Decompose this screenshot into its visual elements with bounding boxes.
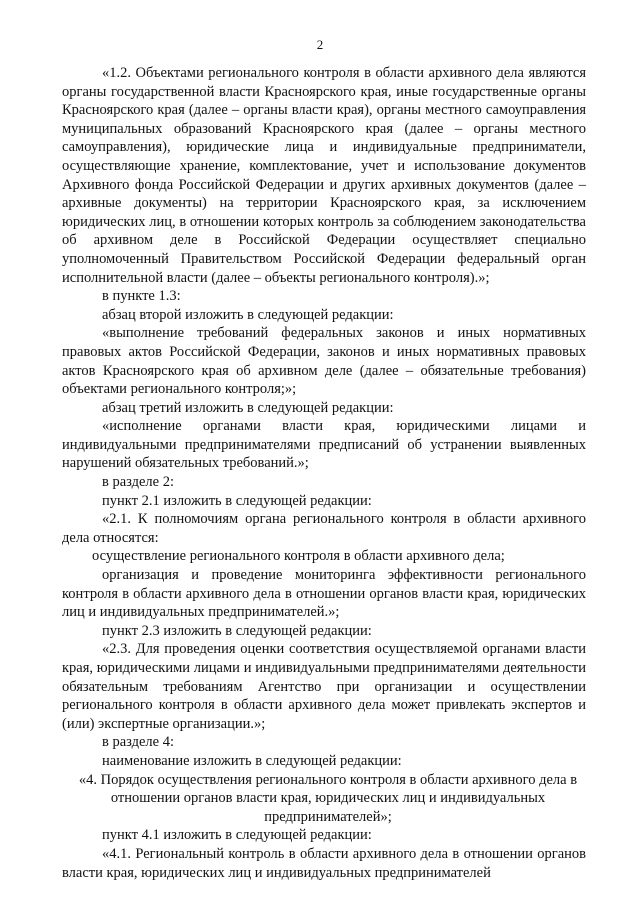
- paragraph-monitoring: организация и проведение мониторинга эффективности регионального контроля в области архивного дела в отношении органов власти края, юридических лиц и индивидуальных предпринимателей.»;: [62, 567, 586, 621]
- paragraph-clause-2-1-intro: пункт 2.1 изложить в следующей редакции:: [102, 492, 372, 509]
- paragraph-second-indent: абзац второй изложить в следующей редакции:: [102, 306, 394, 323]
- paragraph-in-section-2: в разделе 2:: [102, 474, 175, 491]
- paragraph-heading-intro: наименование изложить в следующей редакции:: [102, 752, 402, 769]
- paragraph-clause-4-1-intro: пункт 4.1 изложить в следующей редакции:: [102, 827, 372, 844]
- paragraph-third-indent: абзац третий изложить в следующей редакции:: [102, 399, 394, 416]
- paragraph-clause-2-1: «2.1. К полномочиям органа регионального контроля в области архивного дела относятся:: [62, 511, 586, 546]
- paragraph-clause-2-3-intro: пункт 2.3 изложить в следующей редакции:: [102, 622, 372, 639]
- paragraph-implementation: осуществление регионального контроля в области архивного дела;: [92, 548, 505, 565]
- paragraph-requirements: «выполнение требований федеральных законов и иных нормативных правовых актов Российской Федерации, законов и иных нормативных правовых актов Красноярского края об архивном деле (далее – обязательные требования) объектами регионального контроля;»;: [62, 325, 586, 398]
- paragraph-objects-of-control: «1.2. Объектами регионального контроля в области архивного дела являются органы государственной власти Красноярского края, иные государственные органы Красноярского края (далее – органы власти края), органы местного самоуправления муниципальных образований Красноярского края (далее – органы местного самоуправления), юридические лица и индивидуальные предприниматели, осуществляющие хранение, комплектование, учет и использование документов Архивного фонда Российской Федерации и других архивных документов (далее – архивные документы) на территории Красноярского края, за исключением юридических лиц, в отношении которых контроль за соблюдением законодательства об архивном деле в Российской Федерации осуществляет специально уполномоченный Правительством Российской Федерации федеральный орган исполнительной власти (далее – объекты регионального контроля).»;: [62, 65, 586, 286]
- paragraph-in-section-4: в разделе 4:: [102, 734, 175, 751]
- paragraph-section-4-heading: «4. Порядок осуществления регионального контроля в области архивного дела в отношении органов власти края, юридических лиц и индивидуальных предпринимателей»;: [78, 771, 578, 825]
- paragraph-execution: «исполнение органами власти края, юридическими лицами и индивидуальными предпринимателями предписаний об устранении выявленных нарушений обязательных требований.»;: [62, 418, 586, 472]
- paragraph-clause-2-3: «2.3. Для проведения оценки соответствия осуществляемой органами власти края, юридическими лицами и индивидуальными предпринимателями деятельности обязательным требованиям Агентство при организации и осуществлении регионального контроля в области архивного дела может привлекать экспертов и (или) экспертные организации.»;: [62, 641, 586, 732]
- paragraph-in-clause-1-3: в пункте 1.3:: [102, 288, 181, 305]
- paragraph-clause-4-1: «4.1. Региональный контроль в области архивного дела в отношении органов власти края, юридических лиц и индивидуальных предпринимателей: [62, 845, 586, 881]
- page-number: 2: [316, 37, 324, 52]
- document-body: [62, 64, 586, 882]
